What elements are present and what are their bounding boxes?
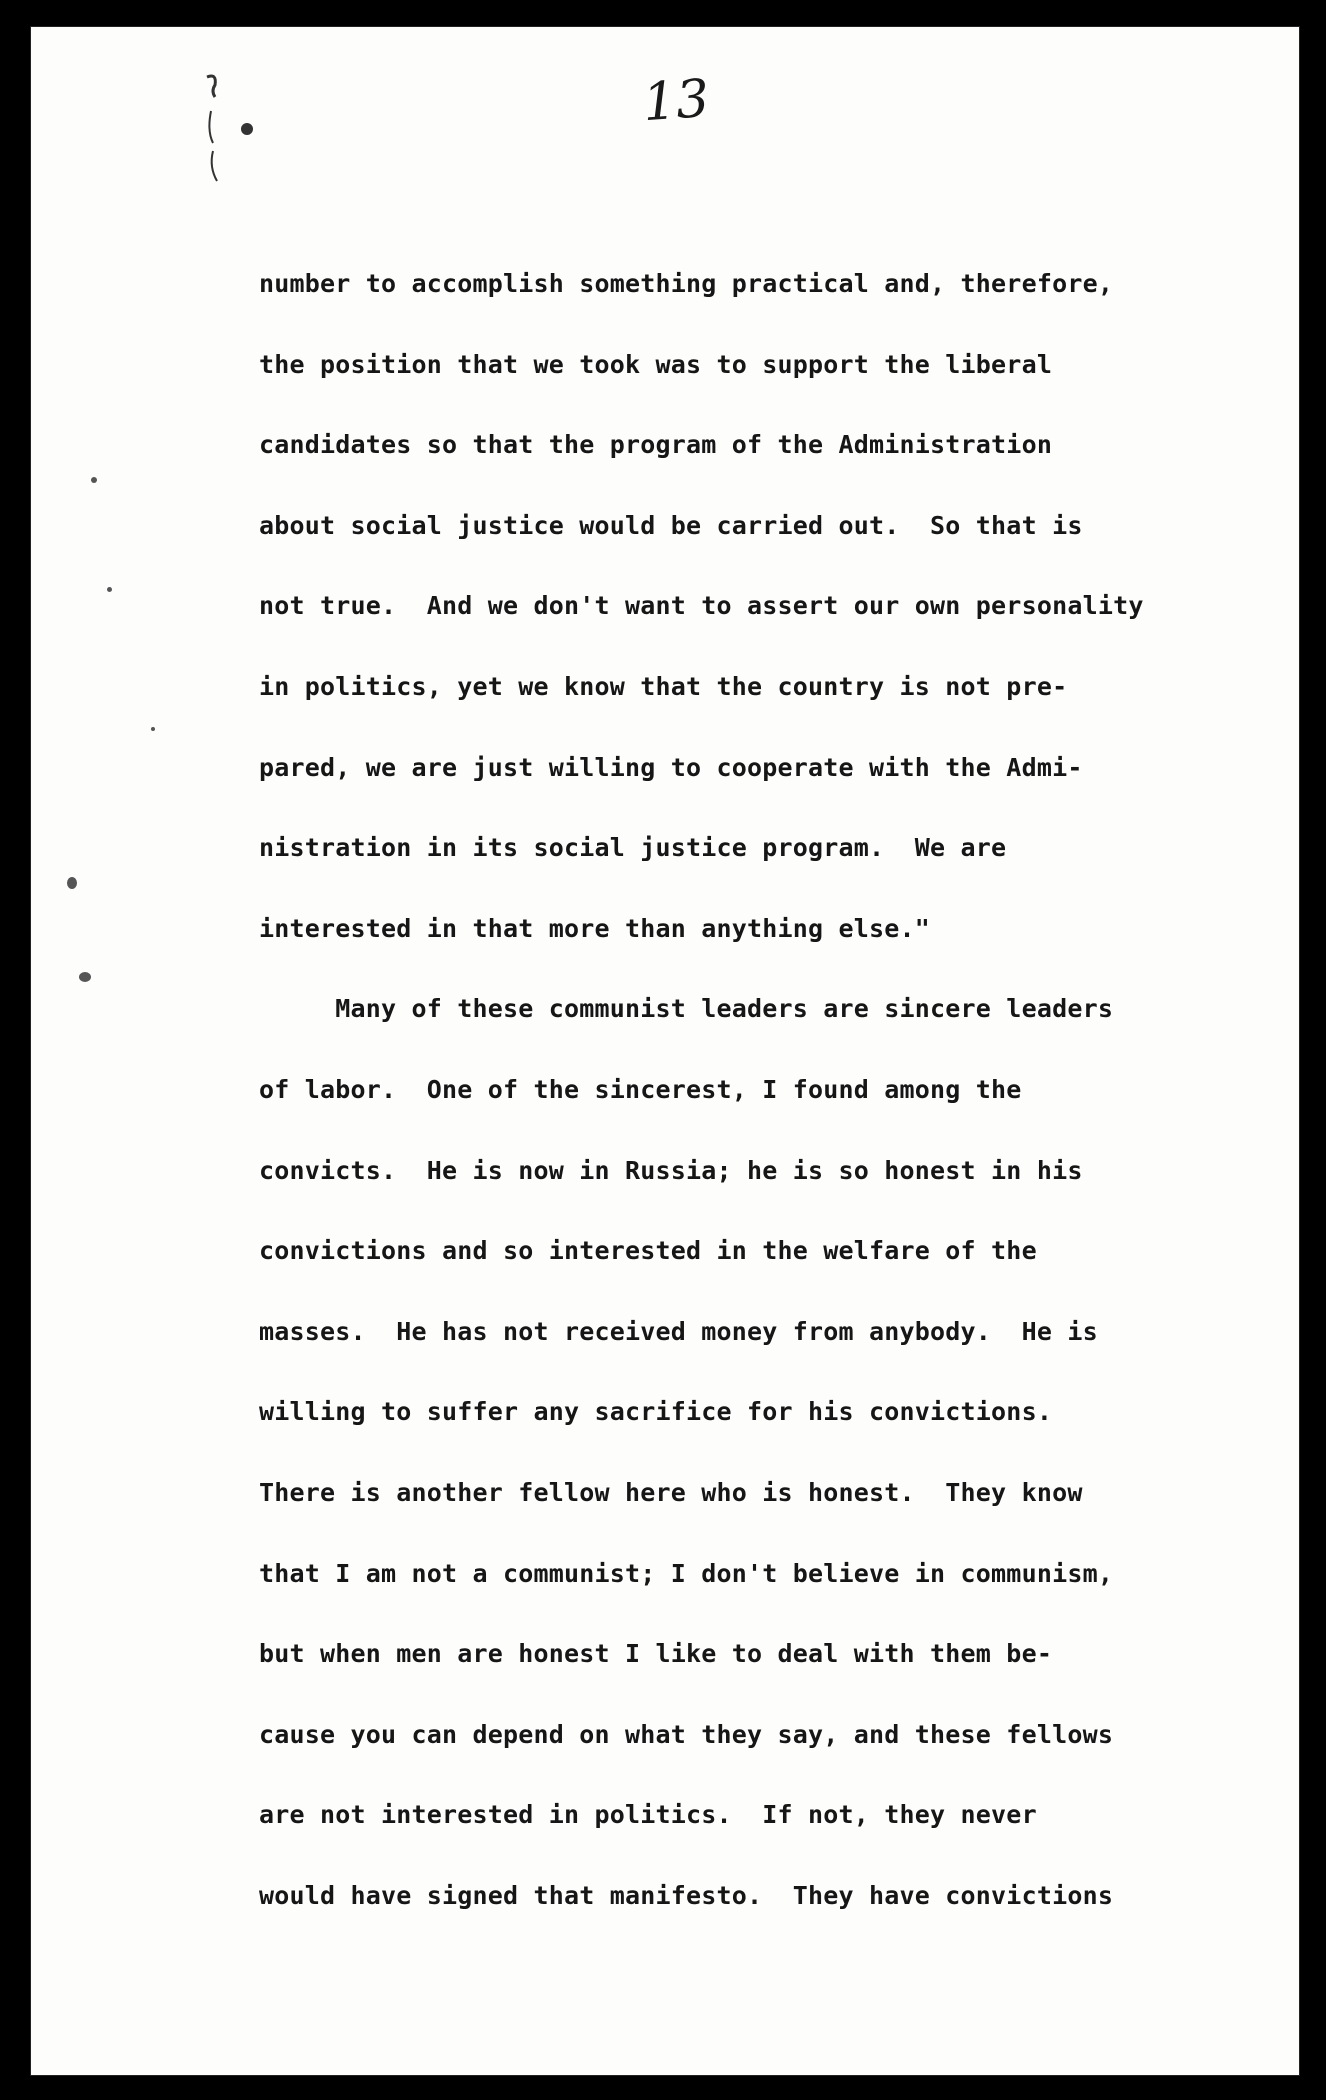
text-line: cause you can depend on what they say, and these fellows: [259, 1719, 1114, 1749]
paper-speck: [91, 477, 97, 483]
document-page: [30, 26, 1300, 2076]
text-line: convictions and so interested in the welfare of the: [259, 1236, 1037, 1266]
text-line: the position that we took was to support the liberal: [259, 349, 1053, 379]
text-line: of labor. One of the sincerest, I found among the: [259, 1074, 1022, 1104]
page-number: 13: [640, 68, 712, 134]
text-line: that I am not a communist; I don't believe in communism,: [259, 1558, 1114, 1588]
text-line: are not interested in politics. If not, they never: [259, 1800, 1037, 1830]
text-line: pared, we are just willing to cooperate with the Admi-: [259, 752, 1083, 782]
text-line: Many of these communist leaders are sincere leaders: [259, 994, 1114, 1024]
text-line: willing to suffer any sacrifice for his convictions.: [259, 1397, 1053, 1427]
text-line: would have signed that manifesto. They have convictions: [259, 1880, 1114, 1910]
text-line: about social justice would be carried out. So that is: [259, 510, 1083, 540]
text-line: masses. He has not received money from anybody. He is: [259, 1316, 1098, 1346]
margin-pencil-marks: [203, 71, 263, 191]
text-line: candidates so that the program of the Administration: [259, 430, 1053, 460]
paper-speck: [151, 727, 155, 731]
text-line: not true. And we don't want to assert our own personality: [259, 591, 1144, 621]
paper-speck: [67, 877, 77, 889]
paper-speck: [79, 972, 91, 982]
text-line: in politics, yet we know that the country is not pre-: [259, 671, 1068, 701]
text-line: interested in that more than anything else.": [259, 913, 931, 943]
text-line: but when men are honest I like to deal with them be-: [259, 1639, 1053, 1669]
text-line: number to accomplish something practical and, therefore,: [259, 269, 1114, 298]
text-line: nistration in its social justice program. We are: [259, 833, 1007, 863]
text-line: convicts. He is now in Russia; he is so honest in his: [259, 1155, 1083, 1185]
text-line: There is another fellow here who is honest. They know: [259, 1477, 1083, 1507]
typed-body-text: [259, 269, 1239, 1961]
paper-speck: [107, 587, 112, 592]
